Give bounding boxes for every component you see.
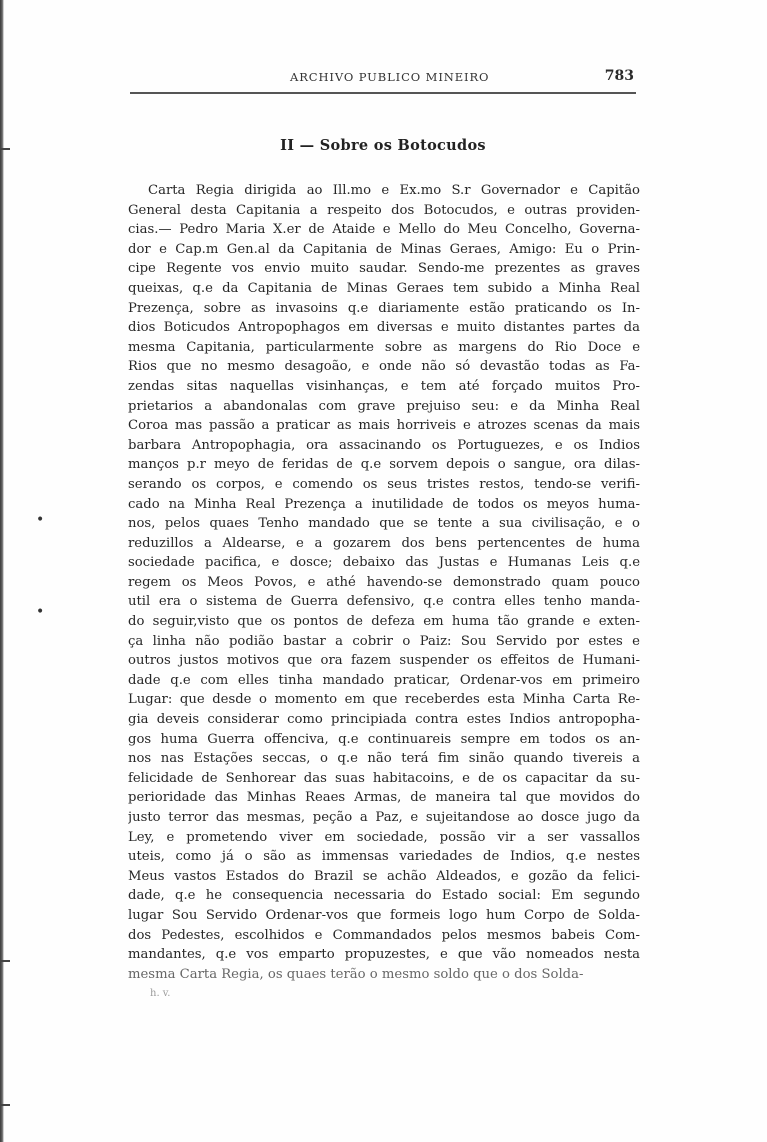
text-line: mesma Carta Regia, os quaes terão o mesmo soldo que o dos Solda- bbox=[128, 966, 584, 982]
binding-edge bbox=[0, 0, 4, 1142]
text-line: dos Pedestes, escolhidos e Commandados pelos mesmos babeis Com- bbox=[128, 927, 640, 943]
text-line: sociedade pacifica, e dosce; debaixo das Justas e Humanas Leis q.e bbox=[128, 555, 640, 571]
text-line: perioridade das Minhas Reaes Armas, de maneira tal que movidos do bbox=[128, 790, 640, 806]
margin-mark: • bbox=[36, 512, 45, 528]
text-line: mesma Capitania, particularmente sobre as margens do Rio Doce e bbox=[128, 339, 640, 355]
text-line: gos huma Guerra offenciva, q.e continuareis sempre em todos os an- bbox=[128, 731, 640, 747]
text-line: justo terror das mesmas, peção a Paz, e sujeitandose ao dosce jugo da bbox=[128, 810, 640, 825]
catchword: h. v. bbox=[150, 988, 171, 1000]
text-line: serando os corpos, e comendo os seus tristes restos, tendo-se verifi- bbox=[128, 476, 640, 492]
text-line: Ley, e prometendo viver em sociedade, possão vir a ser vassallos bbox=[128, 829, 640, 845]
text-line: do seguir,visto que os pontos de defeza em huma tão grande e exten- bbox=[128, 614, 640, 630]
section-heading: II — Sobre os Botocudos bbox=[280, 137, 486, 154]
body-text bbox=[128, 181, 640, 1004]
text-line: cipe Regente vos envio muito saudar. Sendo-me prezentes as graves bbox=[128, 261, 640, 277]
text-line: uteis, como já o são as immensas variedades de Indios, q.e nestes bbox=[128, 849, 640, 865]
text-line: cado na Minha Real Prezença a inutilidade de todos os meyos huma- bbox=[128, 496, 640, 512]
text-line: regem os Meos Povos, e athé havendo-se demonstrado quam pouco bbox=[128, 574, 640, 590]
text-line: zendas sitas naquellas visinhanças, e tem até forçado muitos Pro- bbox=[128, 378, 640, 394]
margin-mark: • bbox=[36, 604, 45, 620]
text-line: prietarios a abandonalas com grave prejuiso seu: e da Minha Real bbox=[128, 398, 640, 414]
text-line: Rios que no mesmo desagoão, e onde não só devastão todas as Fa- bbox=[128, 359, 640, 375]
text-line: Prezença, sobre as invasoins q.e diariamente estão praticando os In- bbox=[128, 300, 640, 316]
text-line: dios Boticudos Antropophagos em diversas e muito distantes partes da bbox=[128, 320, 640, 336]
header-rule bbox=[130, 92, 636, 94]
text-line: lugar Sou Servido Ordenar-vos que formeis logo hum Corpo de Solda- bbox=[128, 907, 640, 923]
text-line: reduzillos a Aldearse, e a gozarem dos bens pertencentes de huma bbox=[128, 535, 640, 551]
text-line: General desta Capitania a respeito dos Botocudos, e outras providen- bbox=[128, 202, 640, 218]
text-line: Lugar: que desde o momento em que receberdes esta Minha Carta Re- bbox=[128, 692, 640, 708]
text-line: barbara Antropophagia, ora assacinando os Portuguezes, e os Indios bbox=[128, 437, 640, 453]
text-line: outros justos motivos que ora fazem suspender os effeitos de Humani- bbox=[128, 653, 640, 669]
text-line: Meus vastos Estados do Brazil se achão Aldeados, e gozão da felici- bbox=[128, 868, 640, 884]
text-line: gia deveis considerar como principiada contra estes Indios antropopha- bbox=[128, 712, 640, 728]
text-line: dade, q.e he consequencia necessaria do Estado social: Em segundo bbox=[128, 888, 640, 904]
text-line: ça linha não podião bastar a cobrir o Paiz: Sou Servido por estes e bbox=[128, 633, 640, 649]
text-line: util era o sistema de Guerra defensivo, q.e contra elles tenho manda- bbox=[128, 594, 640, 610]
text-line: mandantes, q.e vos emparto propuzestes, e que vão nomeados nesta bbox=[128, 947, 640, 963]
text-line: dor e Cap.m Gen.al da Capitania de Minas Geraes, Amigo: Eu o Prin- bbox=[128, 241, 640, 257]
margin-tick bbox=[0, 148, 10, 150]
running-head bbox=[132, 68, 638, 90]
text-line: dade q.e com elles tinha mandado praticar, Ordenar-vos em primeiro bbox=[128, 672, 640, 688]
text-line: cias.— Pedro Maria X.er de Ataide e Mello do Meu Concelho, Governa- bbox=[128, 222, 640, 238]
text-line: nos nas Estações seccas, o q.e não terá fim sinão quando tivereis a bbox=[128, 751, 640, 767]
text-line: queixas, q.e da Capitania de Minas Geraes tem subido a Minha Real bbox=[128, 280, 640, 296]
text-line: felicidade de Senhorear das suas habitacoins, e de os capacitar da su- bbox=[128, 770, 640, 786]
margin-tick bbox=[0, 960, 10, 962]
text-line: nos, pelos quaes Tenho mandado que se tente a sua civilisação, e o bbox=[128, 516, 640, 532]
text-line: Coroa mas passão a praticar as mais horriveis e atrozes scenas da mais bbox=[128, 418, 640, 434]
margin-tick bbox=[0, 1104, 10, 1106]
text-line: Carta Regia dirigida ao Ill.mo e Ex.mo S.r Governador e Capitão bbox=[148, 183, 640, 198]
text-line: manços p.r meyo de feridas de q.e sorvem depois o sangue, ora dilas- bbox=[128, 457, 640, 473]
running-title: ARCHIVO PUBLICO MINEIRO bbox=[290, 70, 490, 84]
page-number: 783 bbox=[604, 68, 634, 84]
